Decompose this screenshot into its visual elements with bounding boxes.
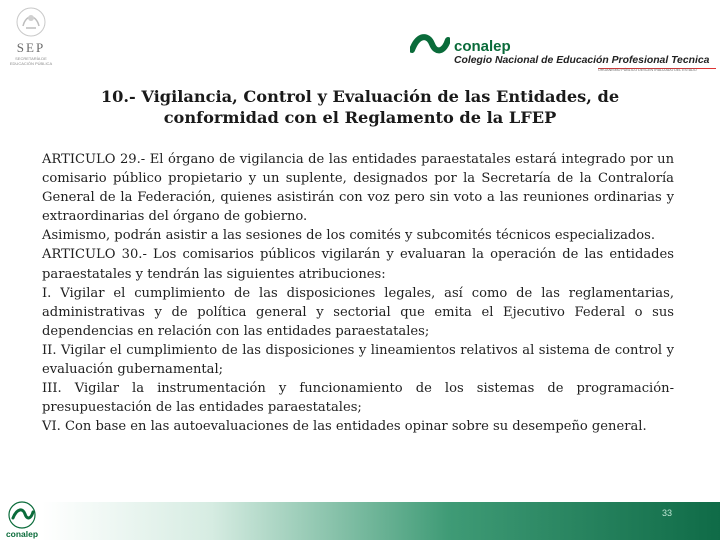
slide-title-line-2: conformidad con el Reglamento de la LFEP (163, 108, 557, 127)
conalep-seal-icon (7, 500, 37, 530)
slide-body (42, 150, 674, 436)
sep-logo (6, 4, 56, 76)
slide-title-line-1: 10.- Vigilancia, Control y Evaluación de las Entidades, de (100, 87, 620, 106)
paragraph-fraction-iii: III. Vigilar la instrumentación y funcionamiento de los sistemas de programación-presupuestación de las entidades paraestatales; (42, 381, 674, 416)
page-number: 33 (662, 508, 673, 518)
footer-logo-word: conalep (5, 529, 39, 539)
paragraph-article-29: ARTICULO 29.- El órgano de vigilancia de las entidades paraestatales estará integrado por un comisario público propietario y un suplente, designados por la Secretaría de la Contraloría General de la Federación, quienes asistirán con voz pero sin voto a las reuniones ordinarias y extraordinarias del órgano de gobierno. (42, 152, 674, 225)
sep-subtitle: SECRETARÍA DE EDUCACIÓN PÚBLICA (9, 56, 53, 66)
slide-title (40, 86, 680, 128)
footer-conalep-logo (2, 500, 42, 540)
conalep-tagline: ORGANISMO PÚBLICO DESCENTRALIZADO DEL ESTADO (598, 68, 697, 72)
conalep-brand: conalep (454, 38, 511, 55)
sep-name: SEP (16, 40, 46, 55)
paragraph-asimismo: Asimismo, podrán asistir a las sesiones de los comités y subcomités técnicos especializados. (42, 228, 656, 244)
paragraph-fraction-i: I. Vigilar el cumplimiento de las disposiciones legales, así como de las reglamentarias, administrativas y de política general y sectorial que emita el Ejecutivo Federal o sus dependencias en relación con las entidades paraestatales; (42, 285, 674, 339)
conalep-logo-icon (410, 28, 450, 62)
conalep-header (408, 24, 720, 74)
college-name: Colegio Nacional de Educación Profesional Tecnica (454, 55, 710, 66)
paragraph-fraction-ii: II. Vigilar el cumplimiento de las disposiciones y lineamientos relativos al sistema de control y evaluación gubernamental; (42, 342, 674, 378)
paragraph-fraction-vi: VI. Con base en las autoevaluaciones de las entidades opinar sobre su desempeño general. (42, 419, 647, 435)
national-shield-icon (14, 4, 48, 40)
paragraph-article-30: ARTICULO 30.- Los comisarios públicos vigilarán y evaluaran la operación de las entidades paraestatales y tendrán las siguientes atribuciones: (42, 247, 674, 282)
footer-bar (42, 502, 720, 540)
